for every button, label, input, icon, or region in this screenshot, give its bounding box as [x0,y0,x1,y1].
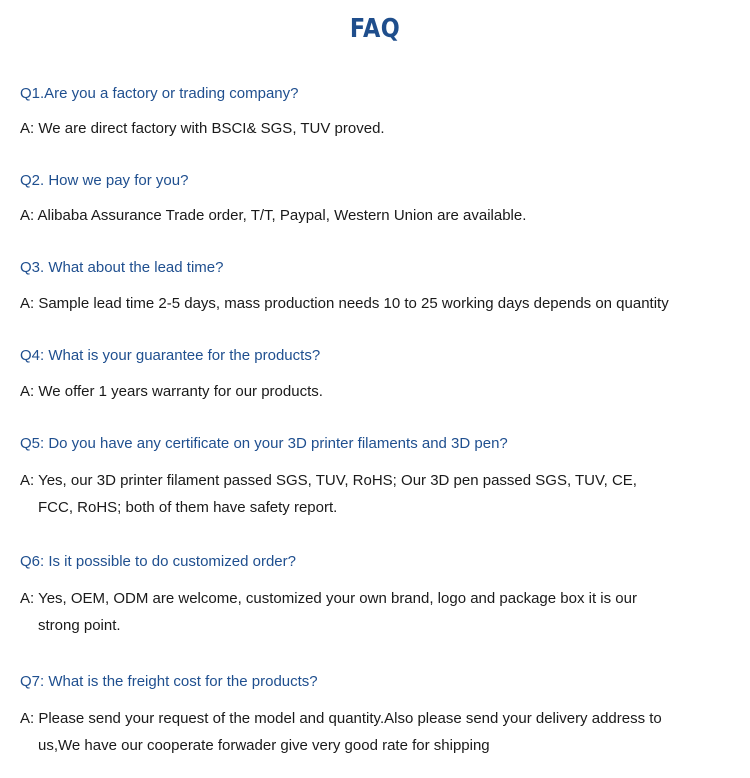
faq-answer-6-line-2: strong point. [38,617,121,634]
faq-answer-2 [20,202,526,229]
faq-answer-2-line-1: A: Alibaba Assurance Trade order, T/T, Paypal, Western Union are available. [20,207,527,224]
faq-answer-7-line-1: A: Please send your request of the model and quantity.Also please send your delivery address to [20,710,662,727]
faq-answer-7 [20,705,662,759]
faq-answer-3-line-1: A: Sample lead time 2-5 days, mass production needs 10 to 25 working days depends on quantity [20,295,669,312]
faq-answer-6 [20,585,637,639]
faq-question-5: Q5: Do you have any certificate on your 3D printer filaments and 3D pen? [20,435,508,452]
faq-answer-5-line-1: A: Yes, our 3D printer filament passed SGS, TUV, RoHS; Our 3D pen passed SGS, TUV, CE, [20,472,637,489]
faq-answer-5-line-2: FCC, RoHS; both of them have safety report. [38,499,338,516]
faq-answer-1 [20,115,385,142]
faq-answer-6-line-1: A: Yes, OEM, ODM are welcome, customized your own brand, logo and package box it is our [20,590,637,607]
faq-answer-3 [20,290,669,317]
faq-answer-4-line-1: A: We offer 1 years warranty for our products. [20,383,323,400]
faq-question-4: Q4: What is your guarantee for the products? [20,347,321,364]
faq-question-2: Q2. How we pay for you? [20,172,189,189]
faq-answer-4 [20,378,323,405]
faq-answer-7-line-2: us,We have our cooperate forwader give very good rate for shipping [38,737,490,754]
faq-question-3: Q3. What about the lead time? [20,259,224,276]
faq-question-6: Q6: Is it possible to do customized order? [20,553,296,570]
page-title: FAQ [349,14,401,44]
faq-question-1: Q1.Are you a factory or trading company? [20,85,299,102]
faq-answer-1-line-1: A: We are direct factory with BSCI& SGS, TUV proved. [20,120,385,137]
faq-question-7: Q7: What is the freight cost for the products? [20,673,318,690]
faq-answer-5 [20,467,637,521]
